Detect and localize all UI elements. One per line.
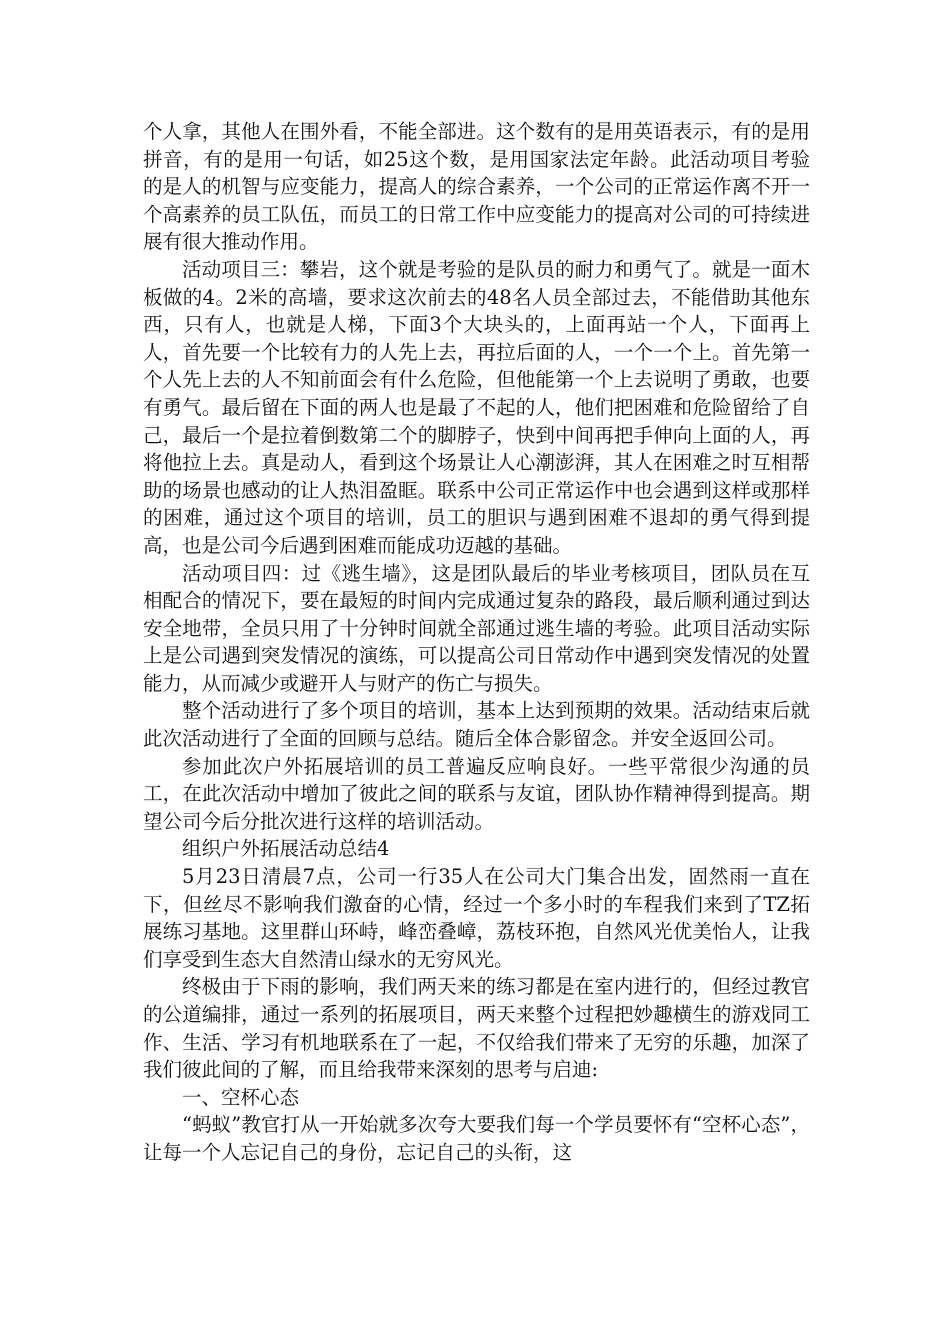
section-heading: 组织户外拓展活动总结4: [182, 837, 390, 861]
document-page: [143, 118, 810, 1167]
paragraph-activity-summary: 整个活动进行了多个项目的培训，基本上达到预期的效果。活动结束后就此次活动进行了全面的回顾与总结。随后全体合影留念。并安全返回公司。: [143, 699, 810, 751]
paragraph-activity-three: 活动项目三：攀岩，这个就是考验的是队员的耐力和勇气了。就是一面木板做的4。2米的高墙，要求这次前去的48名人员全部过去，不能借助其他东西，只有人，也就是人梯，下面3个大块头的，上面再站一个人，下面再上人，首先要一个比较有力的人先上去，再拉后面的人，一个一个上。首先第一个人先上去的人不知前面会有什么危险，但他能第一个上去说明了勇敢，也要有勇气。最后留在下面的两人也是最了不起的人，他们把困难和危险留给了自己，最后一个是拉着倒数第二个的脚脖子，快到中间再把手伸向上面的人，再将他拉上去。真是动人，看到这个场景让人心潮澎湃，其人在困难之时互相帮助的场景也感动的让人热泪盈眶。联系中公司正常运作中也会遇到这样或那样的困难，通过这个项目的培训，员工的胆识与遇到困难不退却的勇气得到提高，也是公司今后遇到困难而能成功迈越的基础。: [143, 257, 810, 557]
paragraph-employee-feedback: 参加此次户外拓展培训的员工普遍反应响良好。一些平常很少沟通的员工，在此次活动中增加了彼此之间的联系与友谊，团队协作精神得到提高。期望公司今后分批次进行这样的培训活动。: [143, 754, 810, 833]
paragraph-empty-cup: “蚂蚁”教官打从一开始就多次夸大要我们每一个学员要怀有“空杯心态”，让每一个人忘记自己的身份，忘记自己的头衔，这: [143, 1113, 810, 1164]
paragraph-indoor-training: 终极由于下雨的影响，我们两天来的练习都是在室内进行的，但经过教官的公道编排，通过一系列的拓展项目，两天来整个过程把妙趣横生的游戏同工作、生活、学习有机地联系在了一起，不仅给我们带来了无穷的乐趣，加深了我们彼此间的了解，而且给我带来深刻的思考与启迪:: [143, 975, 810, 1082]
paragraph-activity-four: 活动项目四：过《逃生墙》，这是团队最后的毕业考核项目，团队员在互相配合的情况下，要在最短的时间内完成通过复杂的路段，最后顺利通过到达安全地带，全员只用了十分钟时间就全部通过逃生墙的考验。此项目活动实际上是公司遇到突发情况的演练，可以提高公司日常动作中遇到突发情况的处置能力，从而减少或避开人与财产的伤亡与损失。: [143, 561, 810, 695]
paragraph-continuation: 个人拿，其他人在围外看，不能全部进。这个数有的是用英语表示，有的是用拼音，有的是用一句话，如25这个数，是用国家法定年龄。此活动项目考验的是人的机智与应变能力，提高人的综合素养，一个公司的正常运作离不开一个高素养的员工队伍，而员工的日常工作中应变能力的提高对公司的可持续进展有很大推动作用。: [143, 120, 810, 254]
subheading-empty-cup: 一、空杯心态: [182, 1085, 300, 1109]
paragraph-departure: 5月23日清晨7点，公司一行35人在公司大门集合出发，固然雨一直在下，但丝尽不影响我们激奋的心情，经过一个多小时的车程我们来到了TZ拓展练习基地。这里群山环峙，峰峦叠嶂，荔枝环抱，自然风光优美怡人，让我们享受到生态大自然清山绿水的无穷风光。: [143, 865, 810, 971]
